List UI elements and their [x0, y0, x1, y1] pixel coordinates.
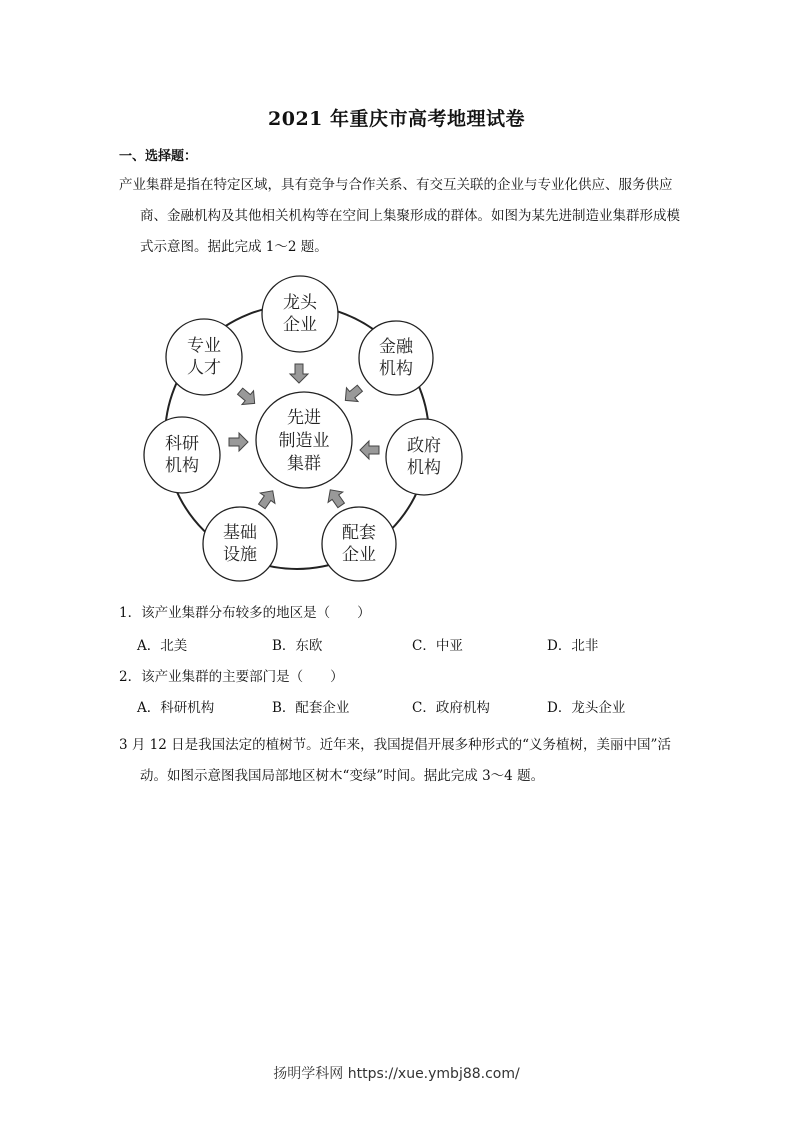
node-finance-label-2: 机构 — [379, 359, 413, 379]
node-talent — [166, 319, 242, 395]
question-1-stem: 1．该产业集群分布较多的地区是（ ） — [119, 605, 371, 621]
node-government — [386, 419, 462, 495]
arrow-from-talent — [234, 384, 260, 410]
q2-option-d[interactable]: D．龙头企业 — [547, 700, 626, 716]
node-infrastructure-label-2: 设施 — [223, 545, 257, 565]
intro-paragraph-2: 3 月 12 日是我国法定的植树节。近年来，我国提倡开展多种形式的“义务植树，美丽中国”活动。如图示意图我国局部地区树木“变绿”时间。据此完成 3～4 题。 — [119, 737, 671, 784]
q2-option-b[interactable]: B．配套企业 — [272, 700, 350, 716]
cluster-diagram — [130, 270, 470, 590]
q1-option-d[interactable]: D．北非 — [547, 638, 599, 654]
node-research — [144, 417, 220, 493]
node-infrastructure — [203, 507, 277, 581]
node-finance — [359, 321, 433, 395]
arrow-from-supporting — [323, 485, 349, 511]
node-finance-label-1: 金融 — [379, 337, 413, 357]
node-government-label-1: 政府 — [407, 436, 441, 456]
node-supporting-label-1: 配套 — [342, 523, 376, 543]
node-talent-label-2: 人才 — [187, 358, 221, 378]
center-label-3: 集群 — [287, 454, 321, 474]
node-supporting-enterprise — [322, 507, 396, 581]
node-research-label-1: 科研 — [165, 434, 199, 454]
node-research-label-2: 机构 — [165, 456, 199, 476]
q1-option-a[interactable]: A．北美 — [137, 638, 188, 654]
arrow-from-government — [360, 441, 379, 459]
node-talent-label-1: 专业 — [187, 336, 221, 356]
q2-option-c[interactable]: C．政府机构 — [412, 700, 490, 716]
center-node — [256, 392, 352, 488]
node-government-label-2: 机构 — [407, 458, 441, 478]
intro-paragraph-1: 产业集群是指在特定区域，具有竞争与合作关系、有交互关联的企业与专业化供应、服务供应商、金融机构及其他相关机构等在空间上集聚形成的群体。如图为某先进制造业集群形成模式示意图。据此完成 1～2 题。 — [119, 177, 680, 255]
page-title: 2021 年重庆市高考地理试卷 — [268, 108, 525, 130]
section-heading: 一、选择题： — [119, 149, 198, 164]
node-infrastructure-label-1: 基础 — [223, 523, 257, 543]
q1-option-b[interactable]: B．东欧 — [272, 638, 323, 654]
q2-option-a[interactable]: A．科研机构 — [137, 700, 215, 716]
center-label-2: 制造业 — [278, 431, 330, 451]
node-leading-label-2: 企业 — [283, 315, 317, 335]
question-2-stem: 2．该产业集群的主要部门是（ ） — [119, 669, 344, 685]
node-leading-enterprise — [262, 276, 338, 352]
arrow-from-infrastructure — [254, 486, 280, 512]
center-label-1: 先进 — [287, 408, 321, 428]
arrow-from-leading — [290, 364, 308, 383]
page-footer: 扬明学科网 https://xue.ymbj88.com/ — [273, 1066, 520, 1082]
arrow-from-research — [229, 433, 248, 451]
node-supporting-label-2: 企业 — [342, 545, 376, 565]
arrow-from-finance — [340, 381, 366, 407]
q1-option-c[interactable]: C．中亚 — [412, 638, 463, 654]
cluster-diagram-svg — [130, 270, 470, 590]
node-leading-label-1: 龙头 — [283, 293, 317, 313]
